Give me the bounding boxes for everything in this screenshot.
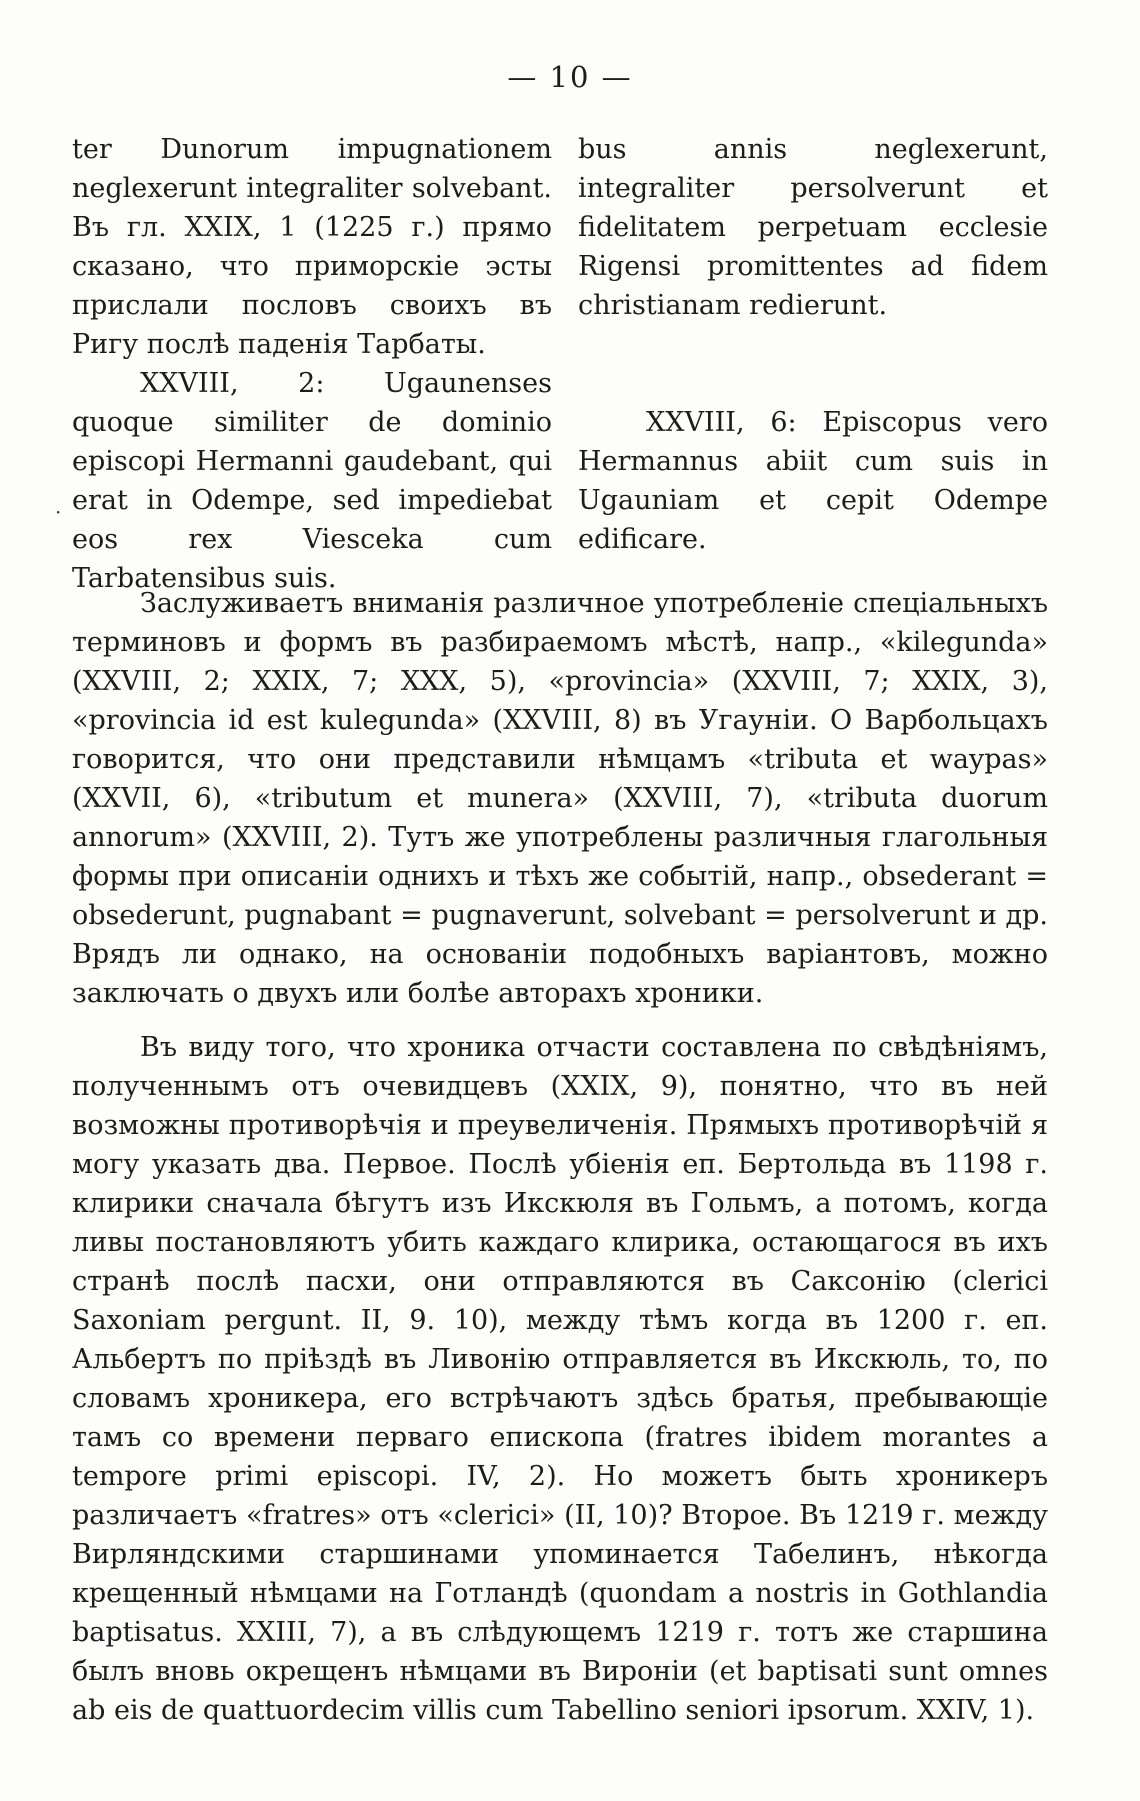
left-column-quote-xxviii-2: XXVIII, 2: Ugaunenses quoque similiter de dominio episcopi Hermanni gaudebant, qui erat in Odempe, sed impediebat eos rex Viesceka cum Tarbatensibus suis. [72,368,552,594]
right-column-quote-xxviii-6: XXVIII, 6: Episcopus vero Hermannus abiit cum suis in Ugauniam et cepit Odempe edificare. [578,407,1048,555]
paragraph-text: Въ виду того, что хроника отчасти составлена по свѣдѣніямъ, полученнымъ отъ очевидцевъ (XXIX, 9), понятно, что въ ней возможны противорѣчія и преувеличенія. Прямыхъ противорѣчій я могу указать два. Первое. Послѣ убіенія еп. Бертольда въ 1198 г. клирики сначала бѣгутъ изъ Икскюля въ Гольмъ, а потомъ, когда ливы постановляютъ убить каждаго клирика, остающагося въ ихъ странѣ послѣ пасхи, они отправляются въ Саксонію (clerici Saxoniam pergunt. II, 9. 10), между тѣмъ когда въ 1200 г. еп. Альбертъ по пріѣздѣ въ Ливонію отправляется въ Икскюль, то, по словамъ хроникера, его встрѣчаютъ здѣсь братья, пребывающіе тамъ со времени перваго епископа (fratres ibidem morantes a tempore primi episcopi. IV, 2). Но можетъ быть хроникеръ различаетъ «fratres» отъ «clerici» (II, 10)? Второе. Въ 1219 г. между Вирляндскими старшинами упоминается Табелинъ, нѣкогда крещенный нѣмцами на Готландѣ (quondam a nostris in Gothlandia baptisatus. XXIII, 7), а въ слѣдующемъ 1219 г. тотъ же старшина былъ вновь окрещенъ нѣмцами въ Вироніи (et baptisati sunt omnes ab eis de quattuordecim villis cum Tabellino seniori ipsorum. XXIV, 1). [72,1032,1048,1726]
right-column-text-1: bus annis neglexerunt, integraliter persolverunt et fidelitatem perpetuam ecclesie Rigensi promittentes ad fidem christianam redierunt. [578,134,1048,321]
paragraph-contradictions [72,1028,1048,1730]
paragraph-text: Заслуживаетъ вниманія различное употребленіе спеціальныхъ терминовъ и формъ въ разбираемомъ мѣстѣ, напр., «kilegunda» (XXVIII, 2; XXIX, 7; XXX, 5), «provincia» (XXVIII, 7; XXIX, 3), «provincia id est kulegunda» (XXVIII, 8) въ Угауніи. О Варбольцахъ говорится, что они представили нѣмцамъ «tributa et waypas» (XXVII, 6), «tributum et munera» (XXVIII, 7), «tributa duorum annorum» (XXVIII, 2). Тутъ же употреблены различныя глагольныя формы при описаніи однихъ и тѣхъ же событій, напр., obsederant = obsederunt, pugnabant = pugnaverunt, solvebant = persolverunt и др. Врядъ ли однако, на основаніи подобныхъ варіантовъ, можно заключать о двухъ или болѣе авторахъ хроники. [72,588,1048,1009]
page-number: — 10 — [507,60,633,94]
right-column [578,130,1048,559]
margin-dot: · [55,500,62,524]
left-column [72,130,552,598]
left-column-text-1: ter Dunorum impugnationem neglexerunt integraliter solvebant. Въ гл. XXIX, 1 (1225 г.) прямо сказано, что приморскіе эсты прислали пословъ своихъ въ Ригу послѣ паденія Тарбаты. [72,134,552,360]
paragraph-terms [72,584,1048,1013]
